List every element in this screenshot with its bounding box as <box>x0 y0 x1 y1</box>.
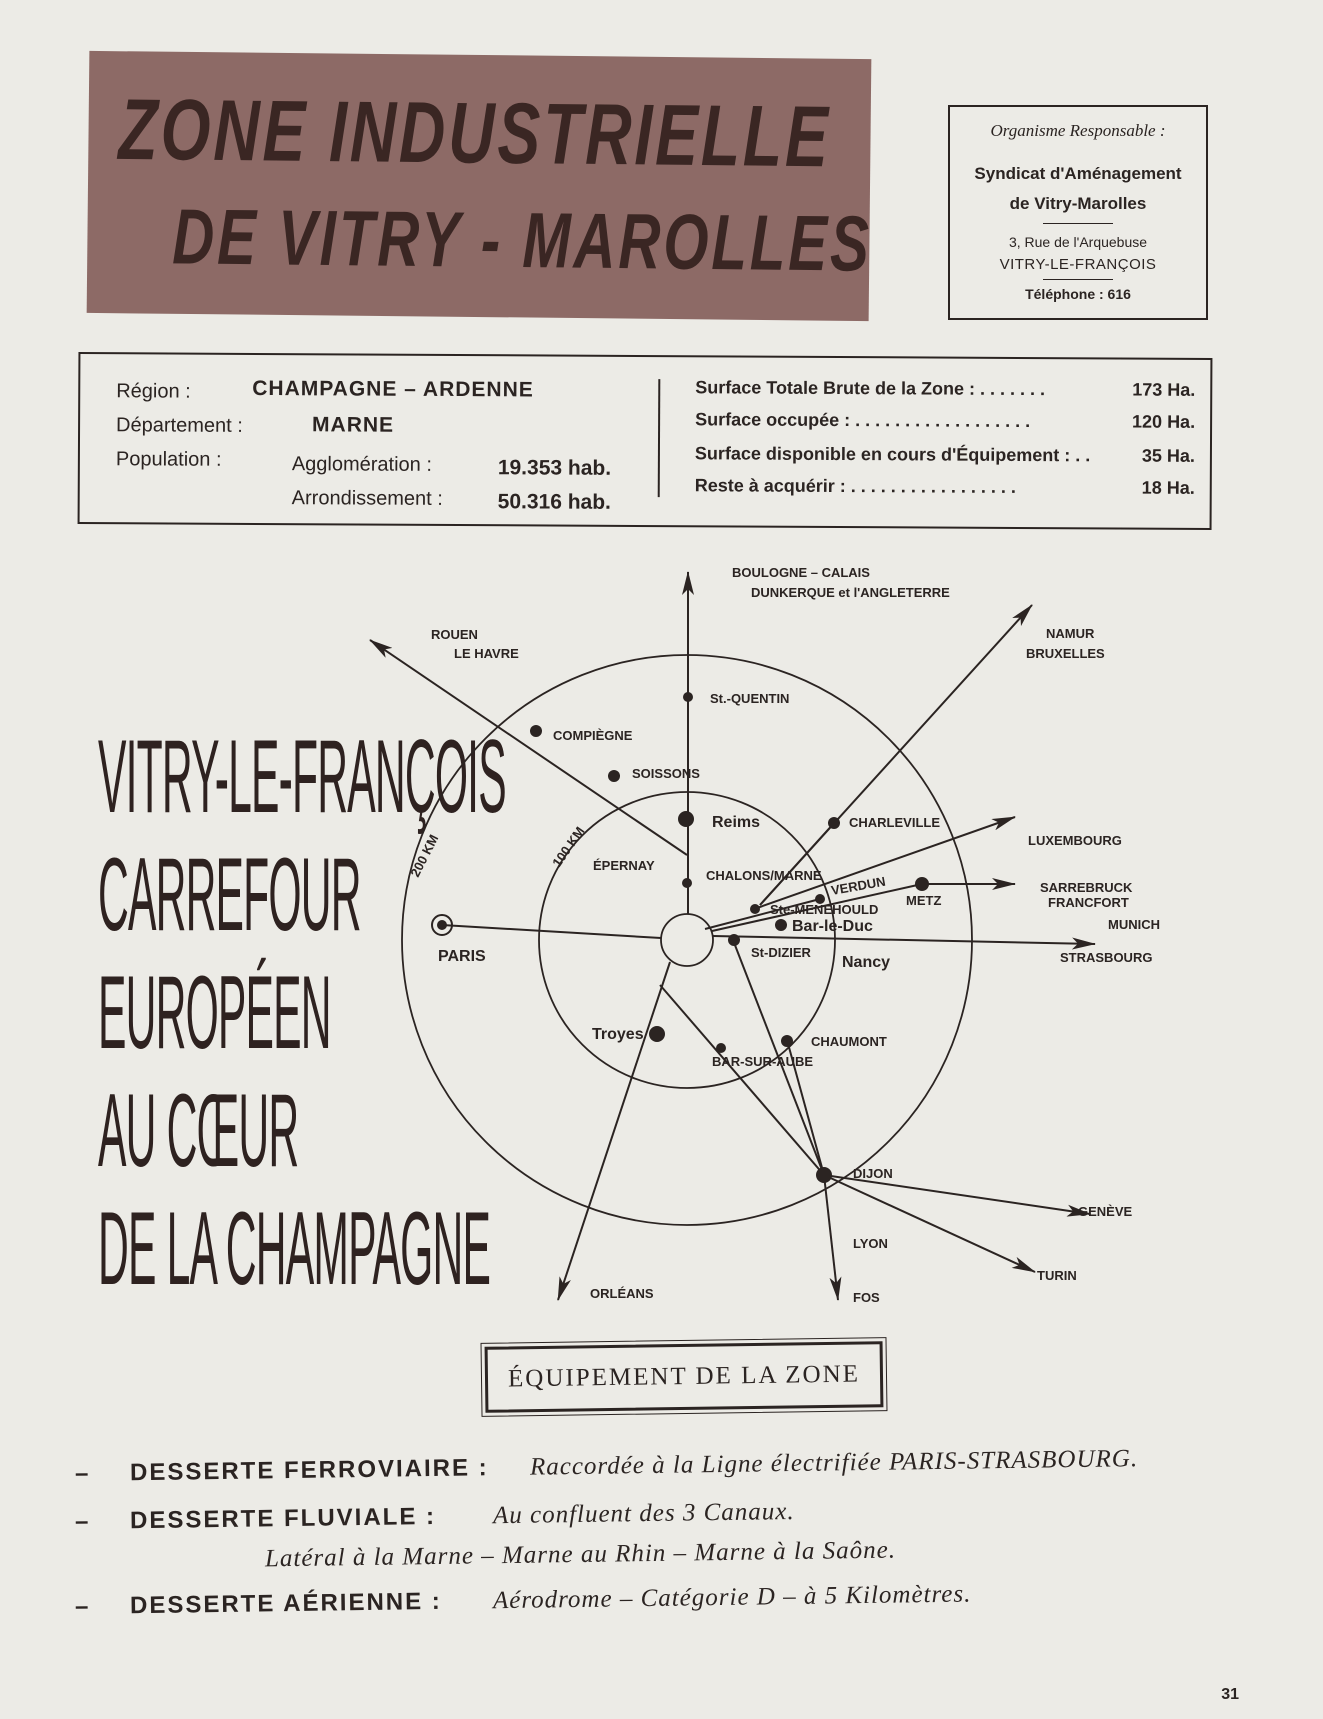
title-line-1: ZONE INDUSTRIELLE <box>118 80 832 186</box>
city-dot-barsuraube <box>716 1043 726 1053</box>
title-line-2: DE VITRY - MAROLLES <box>171 193 873 289</box>
label-charleville: CHARLEVILLE <box>849 815 940 830</box>
city-dot-paris <box>437 920 447 930</box>
ring-label-200km: 200 KM <box>407 831 442 880</box>
city-dot-dijon <box>816 1167 832 1183</box>
label-verdun: VERDUN <box>829 873 887 898</box>
equipment-heading: ÉQUIPEMENT DE LA ZONE <box>507 1360 861 1393</box>
surface-label: Reste à acquérir : . . . . . . . . . . . . . . . . . <box>694 475 1016 497</box>
city-dot-stdizier <box>728 934 740 946</box>
surface-value: 35 Ha. <box>1141 445 1195 466</box>
city-dot-stquentin <box>683 692 693 702</box>
route-paris <box>442 925 661 938</box>
label-bruxelles: BRUXELLES <box>1026 646 1105 661</box>
city-dot-charleville <box>828 817 840 829</box>
row-dash: – <box>74 1459 89 1488</box>
organism-heading: Organisme Responsable : <box>990 121 1166 140</box>
label-strasbourg: STRASBOURG <box>1060 950 1153 965</box>
arrondissement-label: Arrondissement : <box>291 487 443 510</box>
row-label: DESSERTE FERROVIAIRE : <box>129 1454 489 1487</box>
departement-value: MARNE <box>312 413 395 437</box>
label-stquentin: St.-QUENTIN <box>710 691 790 706</box>
organism-address: 3, Rue de l'Arquebuse <box>1008 234 1148 250</box>
row-text: Raccordée à la Ligne électrifiée PARIS-STRASBOURG. <box>529 1445 1139 1481</box>
label-namur: NAMUR <box>1046 626 1095 641</box>
surface-value: 120 Ha. <box>1132 411 1196 432</box>
departement-label: Département : <box>116 414 243 437</box>
label-fos: FOS <box>853 1290 880 1305</box>
route-strasbourg <box>713 936 1095 944</box>
row-label: DESSERTE AÉRIENNE : <box>129 1587 443 1620</box>
arrondissement-value: 50.316 hab. <box>497 490 611 514</box>
label-sarrebruck: SARREBRUCK <box>1040 880 1133 895</box>
slogan-line: DE LA CHAMPAGNE <box>98 1192 491 1308</box>
city-dot-barleduc <box>775 919 787 931</box>
label-boulogne: BOULOGNE – CALAIS <box>732 565 870 580</box>
label-luxembourg: LUXEMBOURG <box>1028 833 1122 848</box>
city-dot-metz <box>915 877 929 891</box>
slogan-line: CARREFOUR <box>98 838 361 954</box>
city-dot-reims <box>678 811 694 827</box>
organism-name-line-2: de Vitry-Marolles <box>1009 194 1147 213</box>
organism-phone: Téléphone : 616 <box>1025 286 1131 302</box>
label-stdizier: St-DIZIER <box>751 945 811 960</box>
route-troyes-dijon <box>660 985 824 1175</box>
population-label: Population : <box>115 448 222 471</box>
label-lehavre: LE HAVRE <box>454 646 519 661</box>
row-label: DESSERTE FLUVIALE : <box>129 1502 437 1535</box>
label-compiegne: COMPIÈGNE <box>553 728 633 743</box>
region-value: CHAMPAGNE – ARDENNE <box>252 376 534 402</box>
label-barleduc: Bar-le-Duc <box>792 918 873 935</box>
center-circle <box>661 914 713 966</box>
slogan-line: AU CŒUR <box>98 1074 299 1190</box>
label-reims: Reims <box>712 814 761 831</box>
label-geneve: GENÈVE <box>1078 1204 1133 1219</box>
surface-value: 18 Ha. <box>1141 477 1195 498</box>
slogan-line: VITRY-LE-FRANÇOIS <box>98 720 506 836</box>
route-luxembourg <box>757 817 1015 908</box>
slogan-line: EUROPÉEN <box>98 956 331 1072</box>
route-rouen <box>370 640 687 855</box>
surface-value: 173 Ha. <box>1132 379 1196 400</box>
label-rouen: ROUEN <box>431 627 478 642</box>
row-text: Au confluent des 3 Canaux. <box>492 1497 795 1530</box>
label-soissons: SOISSONS <box>632 766 700 781</box>
label-turin: TURIN <box>1037 1268 1077 1283</box>
page-number: 31 <box>1221 1686 1239 1703</box>
city-dot-stemenehould <box>750 904 760 914</box>
route-charleville <box>760 822 835 905</box>
surface-label: Surface occupée : . . . . . . . . . . . . . . . . . . <box>695 409 1031 432</box>
label-metz: METZ <box>906 893 942 908</box>
row-dash: – <box>74 1592 89 1621</box>
label-dunkerque: DUNKERQUE et l'ANGLETERRE <box>751 585 950 600</box>
route-orleans <box>558 962 670 1300</box>
region-label: Région : <box>116 380 191 403</box>
row-text: Aérodrome – Catégorie D – à 5 Kilomètres. <box>492 1580 972 1615</box>
city-dot-compiegne <box>530 725 542 737</box>
surface-label: Surface Totale Brute de la Zone : . . . . . . . <box>695 377 1046 400</box>
city-dot-chaumont <box>781 1035 793 1047</box>
organism-name-line-1: Syndicat d'Aménagement <box>974 164 1182 183</box>
label-barsuraube: BAR-SUR-AUBE <box>712 1054 814 1069</box>
organism-city: VITRY-LE-FRANÇOIS <box>999 256 1157 273</box>
label-orleans: ORLÉANS <box>590 1286 654 1301</box>
row-dash: – <box>74 1507 89 1536</box>
label-chaumont: CHAUMONT <box>811 1034 887 1049</box>
label-paris: PARIS <box>438 948 486 965</box>
label-nancy: Nancy <box>842 954 891 971</box>
route-fos <box>824 1175 838 1300</box>
agglomeration-label: Agglomération : <box>291 453 433 476</box>
label-stemenehould: Ste-MENEHOULD <box>770 902 879 917</box>
agglomeration-value: 19.353 hab. <box>497 456 612 480</box>
label-chalons: CHALONS/MARNE <box>706 868 822 883</box>
city-dot-soissons <box>608 770 620 782</box>
equipment-heading-box <box>485 1341 884 1413</box>
city-dot-troyes <box>649 1026 665 1042</box>
city-dot-epernay <box>682 878 692 888</box>
surface-label: Surface disponible en cours d'Équipement : . . <box>694 443 1091 466</box>
label-francfort: FRANCFORT <box>1048 895 1129 910</box>
label-munich: MUNICH <box>1108 917 1160 932</box>
label-dijon: DIJON <box>853 1166 893 1181</box>
row-text: Latéral à la Marne – Marne au Rhin – Marne à la Saône. <box>264 1536 897 1573</box>
ring-label-100km: 100 KM <box>549 823 588 870</box>
label-lyon: LYON <box>853 1236 888 1251</box>
label-troyes: Troyes <box>592 1026 644 1043</box>
label-epernay: ÉPERNAY <box>593 858 655 873</box>
